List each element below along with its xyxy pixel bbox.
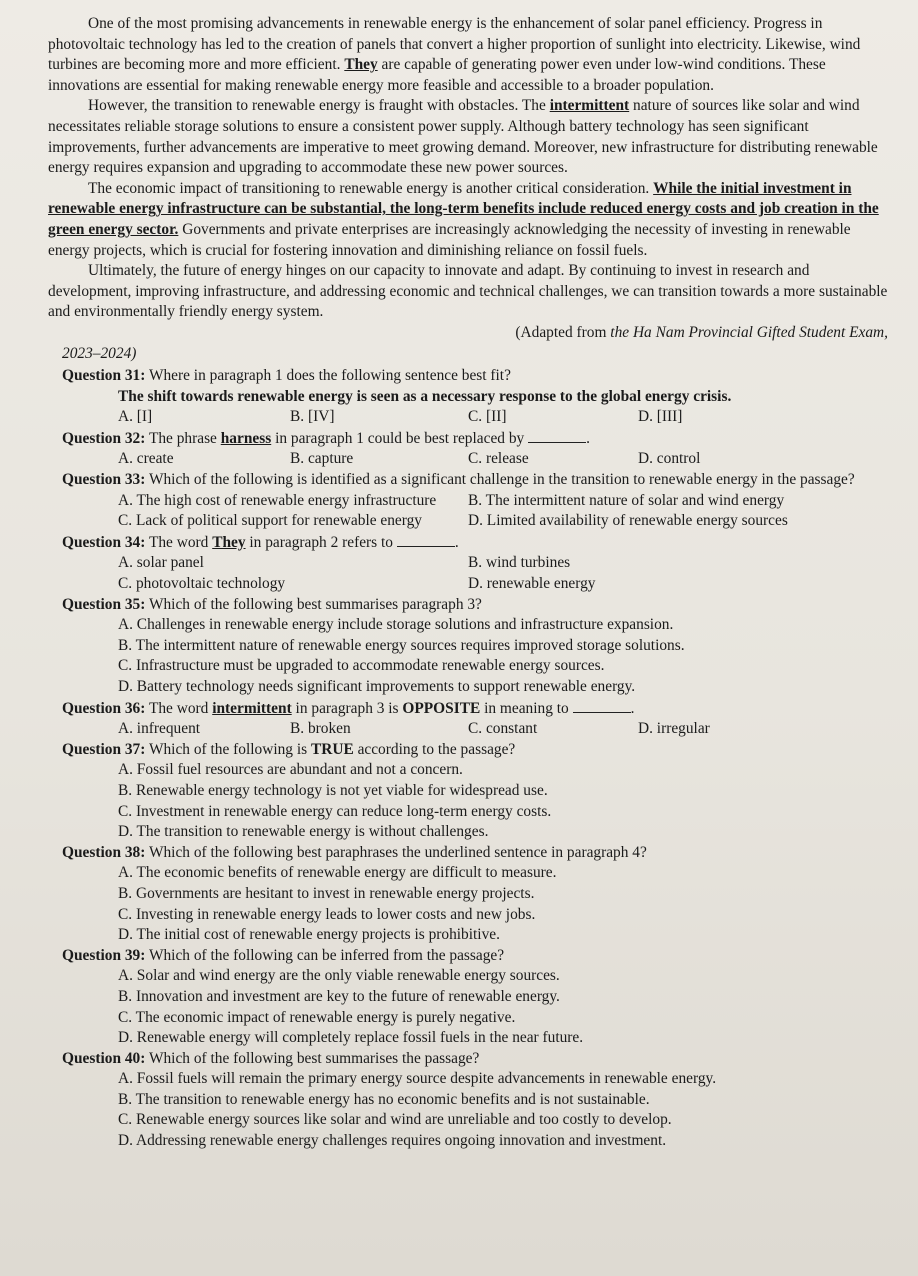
option-35-a[interactable]: A. Challenges in renewable energy include storage solutions and infrastructure expansion. [118,616,674,634]
question-32-word: harness [220,429,272,447]
option-38-b[interactable]: B. Governments are hesitant to invest in renewable energy projects. [118,884,535,902]
question-32-text-c: . [586,429,590,447]
question-34-options [118,553,888,594]
question-33-text: Which of the following is identified as a significant challenge in the transition to renewable energy in the passage? [145,471,855,489]
paragraph-1-text-a: One of the most promising advancements in renewable energy is the enhancement of solar panel efficiency. Progress in photovoltaic technology has led to the creation of panels that convert a higher proportion of sunlight into electricity. Likewise, wind turbines are becoming more and more efficient. [48,15,861,74]
paragraph-3-text-b: Governments and private enterprises are increasingly acknowledging the necessity of investing in renewable energy projects, which is crucial for fostering innovation and diminishing reliance on fossil fuels. [48,220,851,259]
answer-blank [397,532,455,547]
question-36-text-c: in meaning to [480,699,573,717]
question-36-word: intermittent [212,699,292,717]
question-32-options [118,449,888,470]
option-40-c[interactable]: C. Renewable energy sources like solar and wind are unreliable and too costly to develop. [118,1111,672,1129]
option-40-d[interactable]: D. Addressing renewable energy challenges requires ongoing innovation and investment. [118,1132,667,1150]
option-34-c[interactable]: C. photovoltaic technology [118,575,286,593]
question-34-text-a: The word [145,533,213,551]
option-34-a[interactable]: A. solar panel [118,554,204,572]
question-36-text-d: . [630,699,635,717]
option-35-b[interactable]: B. The intermittent nature of renewable energy sources requires improved storage solutions. [118,636,685,654]
option-31-d[interactable]: D. [III] [638,408,683,426]
option-37-b[interactable]: B. Renewable energy technology is not yet viable for widespread use. [118,781,548,799]
question-35-options [118,615,888,697]
question-34 [48,532,888,554]
question-38-label: Question 38: [62,843,146,861]
question-31-text: Where in paragraph 1 does the following sentence best fit? [145,367,511,385]
answer-blank [573,698,631,713]
question-33-label: Question 33: [62,471,146,489]
question-37 [48,740,888,761]
option-34-b[interactable]: B. wind turbines [468,554,571,572]
question-37-options [118,760,888,842]
option-39-a[interactable]: A. Solar and wind energy are the only viable renewable energy sources. [118,967,560,985]
option-32-c[interactable]: C. release [468,450,529,468]
option-36-b[interactable]: B. broken [290,720,351,738]
question-33-options [118,491,888,532]
option-33-a[interactable]: A. The high cost of renewable energy infrastructure [118,491,437,509]
option-40-b[interactable]: B. The transition to renewable energy has no economic benefits and is not sustainable. [118,1090,650,1108]
passage-paragraph-1 [48,14,888,96]
answer-blank [528,428,586,443]
passage-source [48,323,888,344]
question-34-word: They [212,533,246,551]
option-40-a[interactable]: A. Fossil fuels will remain the primary energy source despite advancements in renewable energy. [118,1070,717,1088]
question-39-options [118,966,888,1048]
question-37-text-a: Which of the following is [145,740,311,758]
question-35-label: Question 35: [62,595,146,613]
question-40-options [118,1069,888,1151]
question-37-text-b: according to the passage? [353,740,516,758]
question-32-text-b: in paragraph 1 could be best replaced by [271,429,529,447]
question-31-quote: The shift towards renewable energy is seen as a necessary response to the global energy crisis. [118,387,732,405]
underlined-sentence: While the initial investment in renewable energy infrastructure can be substantial, the long-term benefits include reduced energy costs and job creation in the green energy sector. [48,179,879,238]
question-39-text: Which of the following can be inferred from the passage? [145,946,505,964]
option-32-d[interactable]: D. control [638,450,701,468]
option-32-b[interactable]: B. capture [290,450,354,468]
option-36-a[interactable]: A. infrequent [118,720,201,738]
question-32-text-a: The phrase [145,429,221,447]
question-38 [48,843,888,864]
question-39 [48,946,888,967]
question-32 [48,428,888,450]
option-34-d[interactable]: D. renewable energy [468,575,596,593]
option-38-d[interactable]: D. The initial cost of renewable energy projects is prohibitive. [118,926,500,944]
question-34-text-b: in paragraph 2 refers to [245,533,397,551]
option-39-c[interactable]: C. The economic impact of renewable energy is purely negative. [118,1008,516,1026]
question-35-text: Which of the following best summarises paragraph 3? [145,595,482,613]
option-33-b[interactable]: B. The intermittent nature of solar and wind energy [468,491,785,509]
underlined-word-intermittent: intermittent [549,97,630,115]
question-40-text: Which of the following best summarises the passage? [145,1049,480,1067]
question-36-label: Question 36: [62,699,146,717]
source-title: the Ha Nam Provincial Gifted Student Exam, [610,323,888,341]
option-31-c[interactable]: C. [II] [468,408,507,426]
question-40 [48,1049,888,1070]
question-36-text-a: The word [145,699,213,717]
question-36-opposite: OPPOSITE [402,699,481,717]
question-34-text-c: . [454,533,459,551]
underlined-word-they: They [344,56,378,74]
question-38-text: Which of the following best paraphrases the underlined sentence in paragraph 4? [145,843,647,861]
option-32-a[interactable]: A. create [118,450,174,468]
question-31-options [118,407,888,428]
passage-paragraph-2 [48,96,888,178]
option-37-c[interactable]: C. Investment in renewable energy can reduce long-term energy costs. [118,802,552,820]
passage-paragraph-4: Ultimately, the future of energy hinges on our capacity to innovate and adapt. By continuing to invest in research and development, improving infrastructure, and addressing economic and technical challenges, we can transition towards a more sustainable and environmentally friendly energy system. [48,262,888,321]
option-39-d[interactable]: D. Renewable energy will completely replace fossil fuels in the near future. [118,1029,584,1047]
option-38-c[interactable]: C. Investing in renewable energy leads to lower costs and new jobs. [118,905,536,923]
question-34-label: Question 34: [62,533,146,551]
option-36-c[interactable]: C. constant [468,720,538,738]
option-31-a[interactable]: A. [I] [118,408,153,426]
option-36-d[interactable]: D. irregular [638,720,710,738]
question-37-true-word: TRUE [310,740,354,758]
option-37-a[interactable]: A. Fossil fuel resources are abundant and not a concern. [118,761,463,779]
question-35 [48,595,888,616]
question-37-label: Question 37: [62,740,146,758]
option-35-d[interactable]: D. Battery technology needs significant improvements to support renewable energy. [118,678,636,695]
paragraph-2-text-b: nature of sources like solar and wind necessitates reliable storage solutions to ensure a consistent power supply. Although battery technology has seen significant improvements, further advancements are imperative to meet growing demand. Moreover, new infrastructure for distributing renewable energy requires expansion and upgrading to accommodate these new power sources. [48,97,878,177]
question-31-label: Question 31: [62,367,146,385]
passage-paragraph-3 [48,179,888,261]
option-37-d[interactable]: D. The transition to renewable energy is without challenges. [118,823,489,841]
option-39-b[interactable]: B. Innovation and investment are key to the future of renewable energy. [118,987,560,1005]
question-38-options [118,863,888,945]
option-38-a[interactable]: A. The economic benefits of renewable energy are difficult to measure. [118,864,557,882]
option-33-d[interactable]: D. Limited availability of renewable energy sources [468,512,788,530]
option-33-c[interactable]: C. Lack of political support for renewable energy [118,512,423,530]
paragraph-3-text-a: The economic impact of transitioning to renewable energy is another critical consideration. [88,179,654,197]
question-36 [48,698,888,720]
source-prefix: (Adapted from [515,323,611,341]
question-39-label: Question 39: [62,946,146,964]
question-31 [48,366,888,387]
question-32-label: Question 32: [62,429,146,447]
source-year: 2023–2024) [62,344,137,362]
question-33 [48,470,888,491]
paragraph-2-text-a: However, the transition to renewable energy is fraught with obstacles. The [88,97,550,115]
paragraph-1-text-b: are capable of generating power even under low-wind conditions. These innovations are essential for making renewable energy more feasible and accessible to a broader population. [48,56,826,94]
question-36-options [118,719,888,740]
question-36-text-b: in paragraph 3 is [291,699,403,717]
question-40-label: Question 40: [62,1049,146,1067]
option-35-c[interactable]: C. Infrastructure must be upgraded to accommodate renewable energy sources. [118,657,605,675]
option-31-b[interactable]: B. [IV] [290,408,335,426]
